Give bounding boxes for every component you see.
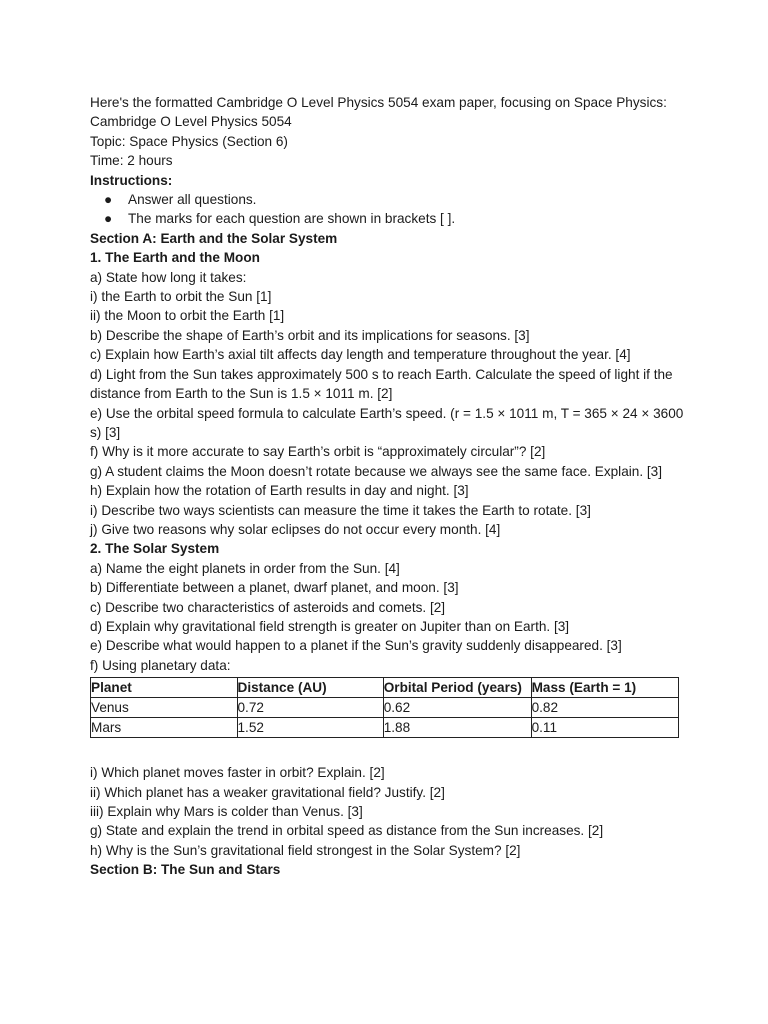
section-a-heading: Section A: Earth and the Solar System [90, 230, 338, 246]
question-line: f) Why is it more accurate to say Earth’s orbit is “approximately circular”? [2] [90, 444, 546, 460]
table-cell: 0.11 [531, 718, 678, 738]
question-line: e) Use the orbital speed formula to calculate Earth’s speed. (r = 1.5 × 1011 m, T = 365 × 24 × 3600 s) [3] [90, 405, 684, 440]
question-line: b) Differentiate between a planet, dwarf planet, and moon. [3] [90, 580, 459, 596]
intro-text: Here's the formatted Cambridge O Level Physics 5054 exam paper, focusing on Space Physics: [90, 95, 667, 110]
question-line: h) Explain how the rotation of Earth results in day and night. [3] [90, 483, 469, 499]
question-line: f) Using planetary data: [90, 657, 231, 673]
table-header-cell: Orbital Period (years) [383, 678, 531, 698]
bullet-icon: ● [104, 192, 113, 208]
instruction-item [90, 190, 690, 209]
question-line: h) Why is the Sun’s gravitational field strongest in the Solar System? [2] [90, 842, 521, 858]
question-line: g) State and explain the trend in orbital speed as distance from the Sun increases. [2] [90, 823, 604, 839]
question-line: d) Explain why gravitational field strength is greater on Jupiter than on Earth. [3] [90, 618, 570, 634]
question-line: j) Give two reasons why solar eclipses do not occur every month. [4] [90, 521, 501, 537]
table-header-cell: Planet [91, 678, 238, 698]
instruction-text: Answer all questions. [128, 192, 257, 208]
question-line: a) State how long it takes: [90, 269, 247, 285]
bullet-icon: ● [104, 211, 113, 227]
table-cell: Mars [91, 718, 238, 738]
section-b-heading: Section B: The Sun and Stars [90, 862, 281, 878]
time-line: Time: 2 hours [90, 153, 173, 169]
question-line: c) Explain how Earth’s axial tilt affects day length and temperature throughout the year. [4] [90, 347, 631, 363]
table-cell: 1.52 [237, 718, 383, 738]
question-line: ii) Which planet has a weaker gravitational field? Justify. [2] [90, 784, 445, 800]
question-line: e) Describe what would happen to a planet if the Sun’s gravity suddenly disappeared. [3] [90, 638, 622, 654]
table-row [91, 718, 679, 738]
table-spacer [90, 738, 690, 763]
question-line: g) A student claims the Moon doesn’t rotate because we always see the same face. Explain. [3] [90, 463, 663, 479]
question-2-heading: 2. The Solar System [90, 541, 220, 557]
table-cell: 0.62 [383, 698, 531, 718]
table-cell: 1.88 [383, 718, 531, 738]
instruction-item [90, 209, 690, 228]
instructions-list [90, 190, 690, 229]
question-line: c) Describe two characteristics of asteroids and comets. [2] [90, 599, 446, 615]
table-header-row [91, 678, 679, 698]
planetary-data-table [90, 677, 679, 738]
question-line: i) the Earth to orbit the Sun [1] [90, 289, 272, 305]
question-line: iii) Explain why Mars is colder than Venus. [3] [90, 804, 363, 819]
question-1-heading: 1. The Earth and the Moon [90, 250, 260, 266]
question-line: ii) the Moon to orbit the Earth [1] [90, 308, 285, 324]
instructions-heading: Instructions: [90, 172, 173, 188]
question-line: d) Light from the Sun takes approximately 500 s to reach Earth. Calculate the speed of light if the distance from Earth to the Sun is 1.5 × 1011 m. [2] [90, 366, 673, 402]
table-cell: 0.82 [531, 698, 678, 718]
exam-document [90, 93, 690, 880]
question-line: a) Name the eight planets in order from the Sun. [4] [90, 560, 400, 576]
course-title: Cambridge O Level Physics 5054 [90, 114, 292, 130]
table-row [91, 698, 679, 718]
table-cell: 0.72 [237, 698, 383, 718]
question-line: b) Describe the shape of Earth’s orbit and its implications for seasons. [3] [90, 327, 530, 343]
question-line: i) Describe two ways scientists can measure the time it takes the Earth to rotate. [3] [90, 502, 591, 518]
instruction-text: The marks for each question are shown in brackets [ ]. [128, 211, 456, 227]
question-line: i) Which planet moves faster in orbit? Explain. [2] [90, 765, 385, 781]
table-cell: Venus [91, 698, 238, 718]
table-header-cell: Distance (AU) [237, 678, 383, 698]
topic-line: Topic: Space Physics (Section 6) [90, 133, 288, 149]
table-header-cell: Mass (Earth = 1) [531, 678, 678, 698]
